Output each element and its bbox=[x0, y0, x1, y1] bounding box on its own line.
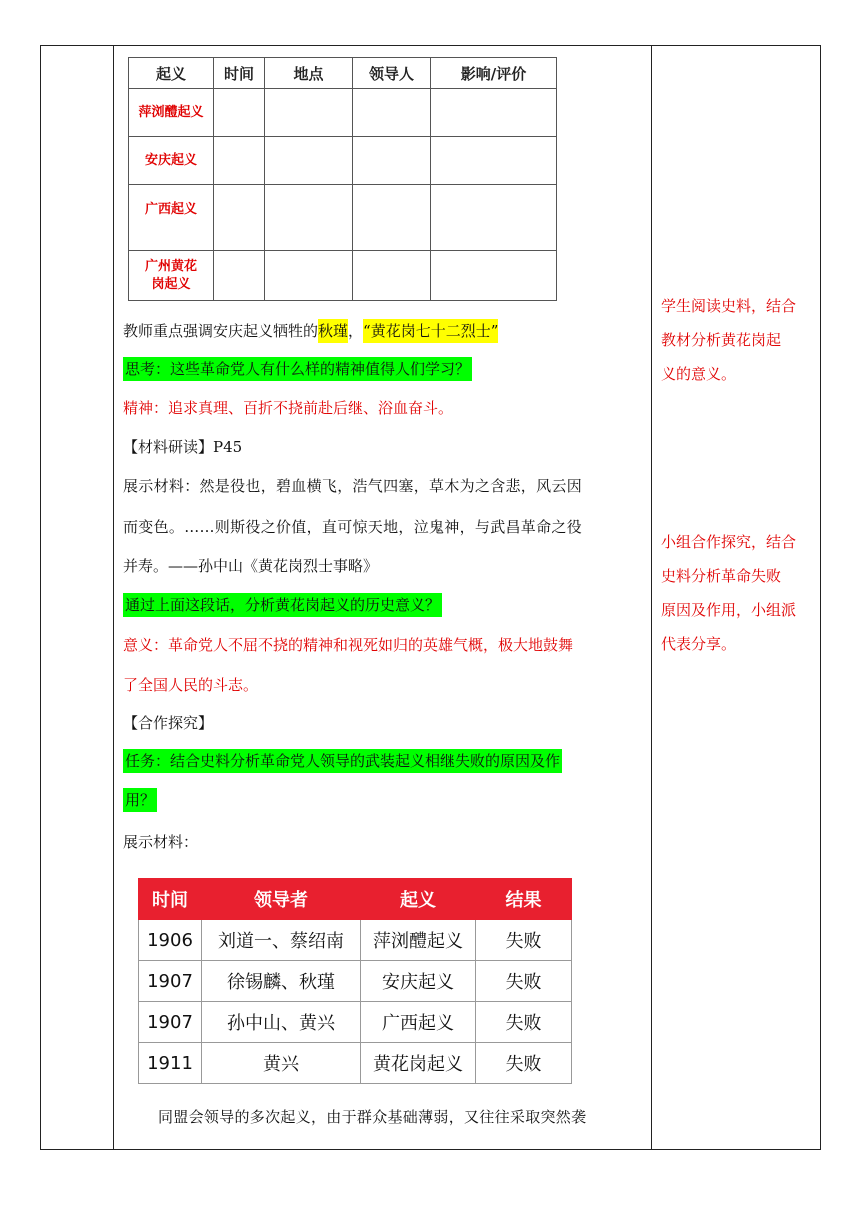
cell-leader: 徐锡麟、秋瑾 bbox=[202, 961, 361, 1002]
task-line-2 bbox=[123, 789, 157, 811]
side-note-reading bbox=[661, 289, 816, 391]
qiujin-highlight: 秋瑾 bbox=[318, 319, 348, 343]
table-row bbox=[139, 920, 572, 961]
table-row bbox=[129, 137, 557, 185]
results-header-leader: 领导者 bbox=[202, 879, 361, 920]
comma: ， bbox=[348, 322, 364, 340]
meaning-line-2: 了全国人民的斗志。 bbox=[123, 676, 259, 694]
spirit-answer: 精神：追求真理、百折不挠前赴后继、浴血奋斗。 bbox=[123, 399, 454, 417]
cell-uprising: 广西起义 bbox=[361, 1002, 476, 1043]
results-header-row bbox=[139, 879, 572, 920]
task-text-1: 任务：结合史料分析革命党人领导的武装起义相继失败的原因及作 bbox=[123, 749, 562, 773]
cooperation-heading: 【合作探究】 bbox=[123, 714, 214, 732]
cell-year: 1906 bbox=[139, 920, 202, 961]
side-note-line: 小组合作探究，结合 bbox=[661, 533, 797, 551]
teacher-text: 教师重点强调安庆起义牺牲的 bbox=[123, 322, 319, 340]
show-material-label: 展示材料： bbox=[123, 833, 199, 851]
cell-result: 失败 bbox=[476, 1002, 572, 1043]
bottom-paragraph: 同盟会领导的多次起义，由于群众基础薄弱，又往往采取突然袭 bbox=[158, 1108, 587, 1126]
cell-result: 失败 bbox=[476, 1043, 572, 1084]
table-row bbox=[129, 185, 557, 251]
table-row bbox=[139, 961, 572, 1002]
side-note-cooperation bbox=[661, 525, 816, 661]
results-header-result: 结果 bbox=[476, 879, 572, 920]
material-line-3: 并寿。——孙中山《黄花岗烈士事略》 bbox=[123, 557, 379, 575]
cell-uprising: 黄花岗起义 bbox=[361, 1043, 476, 1084]
cell-leader: 孙中山、黄兴 bbox=[202, 1002, 361, 1043]
results-header-time: 时间 bbox=[139, 879, 202, 920]
header-uprising: 起义 bbox=[129, 58, 214, 89]
column-divider-left bbox=[113, 46, 114, 1149]
side-note-line: 教材分析黄花岗起 bbox=[661, 331, 782, 349]
task-line-1 bbox=[123, 750, 562, 772]
significance-question-text: 通过上面这段话，分析黄花岗起义的历史意义？ bbox=[123, 593, 442, 617]
think-question-text: 思考：这些革命党人有什么样的精神值得人们学习？ bbox=[123, 357, 472, 381]
header-leader: 领导人 bbox=[353, 58, 431, 89]
material-heading: 【材料研读】P45 bbox=[123, 438, 243, 456]
cell-result: 失败 bbox=[476, 961, 572, 1002]
cell-year: 1911 bbox=[139, 1043, 202, 1084]
results-header-uprising: 起义 bbox=[361, 879, 476, 920]
think-question bbox=[123, 358, 472, 380]
header-impact: 影响/评价 bbox=[431, 58, 557, 89]
row-name-huanghuagang: 广州黄花岗起义 bbox=[129, 251, 214, 301]
cell-leader: 刘道一、蔡绍南 bbox=[202, 920, 361, 961]
column-divider-right bbox=[651, 46, 652, 1149]
teacher-emphasis-line bbox=[123, 320, 498, 342]
row-name-pingliuli: 萍浏醴起义 bbox=[129, 89, 214, 137]
cell-year: 1907 bbox=[139, 1002, 202, 1043]
uprising-results-table bbox=[138, 878, 572, 1084]
side-note-line: 原因及作用，小组派 bbox=[661, 601, 797, 619]
task-text-2: 用？ bbox=[123, 788, 157, 812]
row-name-guangxi: 广西起义 bbox=[129, 185, 214, 251]
significance-question bbox=[123, 594, 442, 616]
material-line-1: 展示材料：然是役也，碧血横飞，浩气四塞，草木为之含悲，风云因 bbox=[123, 477, 583, 495]
side-note-line: 代表分享。 bbox=[661, 635, 737, 653]
side-note-line: 义的意义。 bbox=[661, 365, 737, 383]
uprising-comparison-table bbox=[128, 57, 557, 301]
table-row bbox=[129, 89, 557, 137]
material-line-2: 而变色。……则斯役之价值，直可惊天地，泣鬼神，与武昌革命之役 bbox=[123, 518, 583, 536]
header-place: 地点 bbox=[265, 58, 353, 89]
cell-result: 失败 bbox=[476, 920, 572, 961]
row-name-anqing: 安庆起义 bbox=[129, 137, 214, 185]
cell-uprising: 萍浏醴起义 bbox=[361, 920, 476, 961]
table-row bbox=[129, 251, 557, 301]
cell-leader: 黄兴 bbox=[202, 1043, 361, 1084]
header-time: 时间 bbox=[214, 58, 265, 89]
table-header-row bbox=[129, 58, 557, 89]
cell-year: 1907 bbox=[139, 961, 202, 1002]
martyrs-highlight: “黄花岗七十二烈士” bbox=[363, 319, 498, 343]
table-row bbox=[139, 1002, 572, 1043]
side-note-line: 学生阅读史料，结合 bbox=[661, 297, 797, 315]
meaning-line-1: 意义：革命党人不屈不挠的精神和视死如归的英雄气概，极大地鼓舞 bbox=[123, 636, 574, 654]
cell-uprising: 安庆起义 bbox=[361, 961, 476, 1002]
side-note-line: 史料分析革命失败 bbox=[661, 567, 782, 585]
table-row bbox=[139, 1043, 572, 1084]
